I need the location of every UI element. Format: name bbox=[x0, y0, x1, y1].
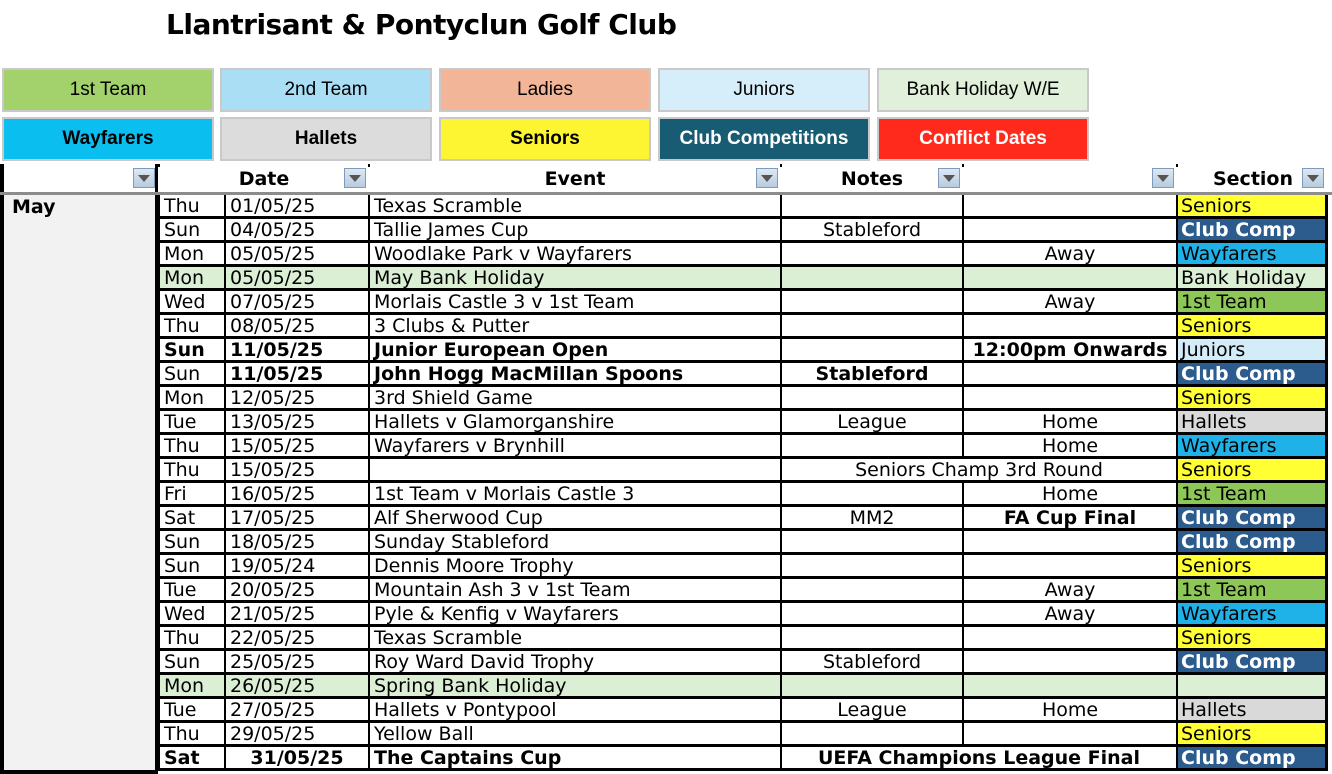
cell-day[interactable]: Sun bbox=[158, 363, 224, 384]
cell-date[interactable]: 08/05/25 bbox=[224, 315, 368, 336]
cell-event[interactable]: Woodlake Park v Wayfarers bbox=[368, 243, 780, 264]
cell-event[interactable]: Junior European Open bbox=[368, 339, 780, 360]
cell-section[interactable]: Wayfarers bbox=[1176, 603, 1328, 624]
table-row bbox=[158, 603, 1328, 627]
table-row bbox=[158, 531, 1328, 555]
cell-extra[interactable] bbox=[962, 315, 1176, 336]
header-event: Event bbox=[370, 164, 780, 194]
cell-day[interactable]: Sat bbox=[158, 747, 224, 768]
cell-event[interactable]: Roy Ward David Trophy bbox=[368, 651, 780, 672]
cell-day[interactable]: Thu bbox=[158, 315, 224, 336]
cell-day[interactable]: Mon bbox=[158, 267, 224, 288]
cell-section[interactable]: Wayfarers bbox=[1176, 243, 1328, 264]
table-row bbox=[158, 627, 1328, 651]
cell-section[interactable]: Seniors bbox=[1176, 555, 1328, 576]
month-label: May bbox=[12, 196, 56, 218]
table-row bbox=[158, 555, 1328, 579]
cell-section[interactable]: Seniors bbox=[1176, 315, 1328, 336]
cell-notes-merged[interactable]: Seniors Champ 3rd Round bbox=[780, 459, 1176, 480]
cell-day[interactable]: Mon bbox=[158, 387, 224, 408]
table-body bbox=[158, 195, 1328, 771]
cell-notes[interactable] bbox=[780, 675, 962, 696]
cell-section[interactable]: Wayfarers bbox=[1176, 435, 1328, 456]
cell-date[interactable]: 15/05/25 bbox=[224, 459, 368, 480]
cell-section[interactable]: Seniors bbox=[1176, 627, 1328, 648]
table-row bbox=[158, 243, 1328, 267]
filter-dropdown-notes-icon[interactable] bbox=[938, 168, 960, 188]
cell-notes[interactable] bbox=[780, 195, 962, 216]
cell-notes[interactable] bbox=[780, 387, 962, 408]
cell-event[interactable]: 3 Clubs & Putter bbox=[368, 315, 780, 336]
cell-section[interactable]: Club Comp bbox=[1176, 363, 1328, 384]
cell-event[interactable]: Pyle & Kenfig v Wayfarers bbox=[368, 603, 780, 624]
cell-extra[interactable]: Home bbox=[962, 699, 1176, 720]
cell-date[interactable]: 07/05/25 bbox=[224, 291, 368, 312]
header-section: Section bbox=[1178, 164, 1328, 194]
page-title: Llantrisant & Pontyclun Golf Club bbox=[166, 8, 677, 41]
cell-date[interactable]: 26/05/25 bbox=[224, 675, 368, 696]
cell-day[interactable]: Sun bbox=[158, 651, 224, 672]
cell-event[interactable]: Morlais Castle 3 v 1st Team bbox=[368, 291, 780, 312]
cell-day[interactable]: Sun bbox=[158, 531, 224, 552]
cell-day[interactable]: Thu bbox=[158, 459, 224, 480]
cell-date[interactable]: 18/05/25 bbox=[224, 531, 368, 552]
month-column bbox=[0, 164, 158, 774]
cell-date[interactable]: 31/05/25 bbox=[224, 747, 368, 768]
cell-notes[interactable]: Stableford bbox=[780, 363, 962, 384]
cell-date[interactable]: 11/05/25 bbox=[224, 339, 368, 360]
cell-day[interactable]: Sun bbox=[158, 555, 224, 576]
cell-date[interactable]: 05/05/25 bbox=[224, 243, 368, 264]
cell-extra[interactable] bbox=[962, 531, 1176, 552]
cell-date[interactable]: 13/05/25 bbox=[224, 411, 368, 432]
filter-dropdown-event-icon[interactable] bbox=[756, 168, 778, 188]
cell-day[interactable]: Thu bbox=[158, 723, 224, 744]
filter-dropdown-month-icon[interactable] bbox=[133, 168, 155, 188]
cell-notes[interactable] bbox=[780, 579, 962, 600]
cell-section[interactable]: Juniors bbox=[1176, 339, 1328, 360]
cell-section[interactable]: Seniors bbox=[1176, 723, 1328, 744]
legend-item-wayfarers: Wayfarers bbox=[2, 117, 214, 161]
cell-date[interactable]: 22/05/25 bbox=[224, 627, 368, 648]
cell-day[interactable]: Thu bbox=[158, 627, 224, 648]
cell-notes[interactable] bbox=[780, 339, 962, 360]
cell-event[interactable]: Hallets v Pontypool bbox=[368, 699, 780, 720]
cell-event[interactable]: Wayfarers v Brynhill bbox=[368, 435, 780, 456]
cell-notes[interactable] bbox=[780, 531, 962, 552]
cell-notes[interactable] bbox=[780, 627, 962, 648]
cell-day[interactable]: Mon bbox=[158, 243, 224, 264]
cell-day[interactable]: Thu bbox=[158, 435, 224, 456]
cell-day[interactable]: Sun bbox=[158, 219, 224, 240]
header-date: Date bbox=[160, 164, 368, 194]
cell-section[interactable]: 1st Team bbox=[1176, 483, 1328, 504]
cell-event[interactable]: Texas Scramble bbox=[368, 195, 780, 216]
cell-date[interactable]: 05/05/25 bbox=[224, 267, 368, 288]
cell-notes[interactable] bbox=[780, 291, 962, 312]
cell-extra[interactable]: Away bbox=[962, 291, 1176, 312]
cell-extra[interactable] bbox=[962, 219, 1176, 240]
cell-notes[interactable] bbox=[780, 483, 962, 504]
spreadsheet bbox=[0, 164, 1332, 774]
cell-date[interactable]: 19/05/24 bbox=[224, 555, 368, 576]
cell-date[interactable]: 20/05/25 bbox=[224, 579, 368, 600]
cell-date[interactable]: 21/05/25 bbox=[224, 603, 368, 624]
cell-section[interactable]: Seniors bbox=[1176, 195, 1328, 216]
cell-date[interactable]: 25/05/25 bbox=[224, 651, 368, 672]
legend-item-juniors: Juniors bbox=[658, 68, 870, 112]
cell-section[interactable]: 1st Team bbox=[1176, 579, 1328, 600]
cell-day[interactable]: Tue bbox=[158, 699, 224, 720]
filter-dropdown-extra-icon[interactable] bbox=[1152, 168, 1174, 188]
cell-event[interactable]: Dennis Moore Trophy bbox=[368, 555, 780, 576]
cell-notes[interactable] bbox=[780, 555, 962, 576]
cell-extra[interactable]: Home bbox=[962, 435, 1176, 456]
cell-event[interactable]: Spring Bank Holiday bbox=[368, 675, 780, 696]
cell-event[interactable]: May Bank Holiday bbox=[368, 267, 780, 288]
cell-date[interactable]: 04/05/25 bbox=[224, 219, 368, 240]
cell-notes[interactable]: League bbox=[780, 411, 962, 432]
cell-day[interactable]: Mon bbox=[158, 675, 224, 696]
cell-section[interactable]: Bank Holiday bbox=[1176, 267, 1328, 288]
cell-day[interactable]: Wed bbox=[158, 603, 224, 624]
cell-notes[interactable]: League bbox=[780, 699, 962, 720]
cell-extra[interactable] bbox=[962, 267, 1176, 288]
cell-notes[interactable]: Stableford bbox=[780, 219, 962, 240]
cell-extra[interactable] bbox=[962, 675, 1176, 696]
table-row bbox=[158, 483, 1328, 507]
cell-notes[interactable]: Stableford bbox=[780, 651, 962, 672]
cell-notes[interactable] bbox=[780, 603, 962, 624]
cell-event[interactable]: Yellow Ball bbox=[368, 723, 780, 744]
cell-date[interactable]: 27/05/25 bbox=[224, 699, 368, 720]
cell-day[interactable]: Thu bbox=[158, 195, 224, 216]
filter-dropdown-section-icon[interactable] bbox=[1302, 168, 1324, 188]
cell-notes[interactable] bbox=[780, 315, 962, 336]
table-row bbox=[158, 579, 1328, 603]
table-row bbox=[158, 507, 1328, 531]
cell-event[interactable]: Texas Scramble bbox=[368, 627, 780, 648]
filter-dropdown-date-icon[interactable] bbox=[344, 168, 366, 188]
cell-section[interactable]: Hallets bbox=[1176, 699, 1328, 720]
cell-event[interactable]: The Captains Cup bbox=[368, 747, 780, 768]
cell-notes[interactable] bbox=[780, 723, 962, 744]
cell-section[interactable]: Club Comp bbox=[1176, 747, 1328, 768]
cell-event[interactable]: Alf Sherwood Cup bbox=[368, 507, 780, 528]
cell-date[interactable]: 17/05/25 bbox=[224, 507, 368, 528]
table-row bbox=[158, 459, 1328, 483]
cell-date[interactable]: 15/05/25 bbox=[224, 435, 368, 456]
cell-extra[interactable] bbox=[962, 195, 1176, 216]
cell-event[interactable]: Mountain Ash 3 v 1st Team bbox=[368, 579, 780, 600]
cell-section[interactable]: Seniors bbox=[1176, 387, 1328, 408]
cell-section[interactable] bbox=[1176, 675, 1328, 696]
legend-item-conflict-dates: Conflict Dates bbox=[877, 117, 1089, 161]
cell-date[interactable]: 11/05/25 bbox=[224, 363, 368, 384]
table-row bbox=[158, 363, 1328, 387]
table-row bbox=[158, 339, 1328, 363]
cell-notes[interactable]: MM2 bbox=[780, 507, 962, 528]
header-notes: Notes bbox=[782, 164, 962, 194]
legend-item-ladies: Ladies bbox=[439, 68, 651, 112]
cell-day[interactable]: Tue bbox=[158, 579, 224, 600]
table-row bbox=[158, 267, 1328, 291]
cell-section[interactable]: Club Comp bbox=[1176, 531, 1328, 552]
legend-item-club-competitions: Club Competitions bbox=[658, 117, 870, 161]
cell-date[interactable]: 12/05/25 bbox=[224, 387, 368, 408]
cell-day[interactable]: Sun bbox=[158, 339, 224, 360]
cell-extra[interactable] bbox=[962, 627, 1176, 648]
cell-section[interactable]: 1st Team bbox=[1176, 291, 1328, 312]
cell-extra[interactable]: 12:00pm Onwards bbox=[962, 339, 1176, 360]
legend-item-1st-team: 1st Team bbox=[2, 68, 214, 112]
table-row bbox=[158, 651, 1328, 675]
cell-event[interactable]: John Hogg MacMillan Spoons bbox=[368, 363, 780, 384]
cell-extra[interactable] bbox=[962, 651, 1176, 672]
cell-extra[interactable]: Home bbox=[962, 483, 1176, 504]
cell-day[interactable]: Fri bbox=[158, 483, 224, 504]
table-row bbox=[158, 699, 1328, 723]
cell-event[interactable]: Hallets v Glamorganshire bbox=[368, 411, 780, 432]
table-row bbox=[158, 219, 1328, 243]
cell-extra[interactable] bbox=[962, 387, 1176, 408]
cell-day[interactable]: Wed bbox=[158, 291, 224, 312]
cell-date[interactable]: 16/05/25 bbox=[224, 483, 368, 504]
cell-event[interactable] bbox=[368, 459, 780, 480]
cell-extra[interactable]: Home bbox=[962, 411, 1176, 432]
table-row bbox=[158, 315, 1328, 339]
cell-extra[interactable] bbox=[962, 363, 1176, 384]
table-row bbox=[158, 435, 1328, 459]
cell-section[interactable]: Hallets bbox=[1176, 411, 1328, 432]
table-row bbox=[158, 195, 1328, 219]
cell-section[interactable]: Club Comp bbox=[1176, 219, 1328, 240]
cell-notes[interactable] bbox=[780, 435, 962, 456]
legend-item-hallets: Hallets bbox=[220, 117, 432, 161]
cell-extra[interactable]: Away bbox=[962, 243, 1176, 264]
cell-event[interactable]: Sunday Stableford bbox=[368, 531, 780, 552]
cell-extra[interactable]: Away bbox=[962, 579, 1176, 600]
cell-day[interactable]: Sat bbox=[158, 507, 224, 528]
table-row bbox=[158, 387, 1328, 411]
cell-section[interactable]: Club Comp bbox=[1176, 651, 1328, 672]
cell-notes[interactable] bbox=[780, 243, 962, 264]
table-row bbox=[158, 675, 1328, 699]
cell-section[interactable]: Club Comp bbox=[1176, 507, 1328, 528]
cell-extra[interactable] bbox=[962, 555, 1176, 576]
cell-event[interactable]: 1st Team v Morlais Castle 3 bbox=[368, 483, 780, 504]
cell-notes[interactable] bbox=[780, 267, 962, 288]
legend-item-seniors: Seniors bbox=[439, 117, 651, 161]
cell-date[interactable]: 29/05/25 bbox=[224, 723, 368, 744]
header-extra bbox=[964, 164, 1176, 194]
legend-item-bank-holiday-w-e: Bank Holiday W/E bbox=[877, 68, 1089, 112]
cell-section[interactable]: Seniors bbox=[1176, 459, 1328, 480]
cell-day[interactable]: Tue bbox=[158, 411, 224, 432]
cell-extra[interactable]: Away bbox=[962, 603, 1176, 624]
table-row bbox=[158, 747, 1328, 771]
cell-date[interactable]: 01/05/25 bbox=[224, 195, 368, 216]
cell-notes-merged[interactable]: UEFA Champions League Final bbox=[780, 747, 1176, 768]
table-row bbox=[158, 291, 1328, 315]
legend-item-2nd-team: 2nd Team bbox=[220, 68, 432, 112]
table-row bbox=[158, 411, 1328, 435]
cell-event[interactable]: 3rd Shield Game bbox=[368, 387, 780, 408]
cell-event[interactable]: Tallie James Cup bbox=[368, 219, 780, 240]
cell-extra[interactable] bbox=[962, 723, 1176, 744]
table-row bbox=[158, 723, 1328, 747]
cell-extra[interactable]: FA Cup Final bbox=[962, 507, 1176, 528]
